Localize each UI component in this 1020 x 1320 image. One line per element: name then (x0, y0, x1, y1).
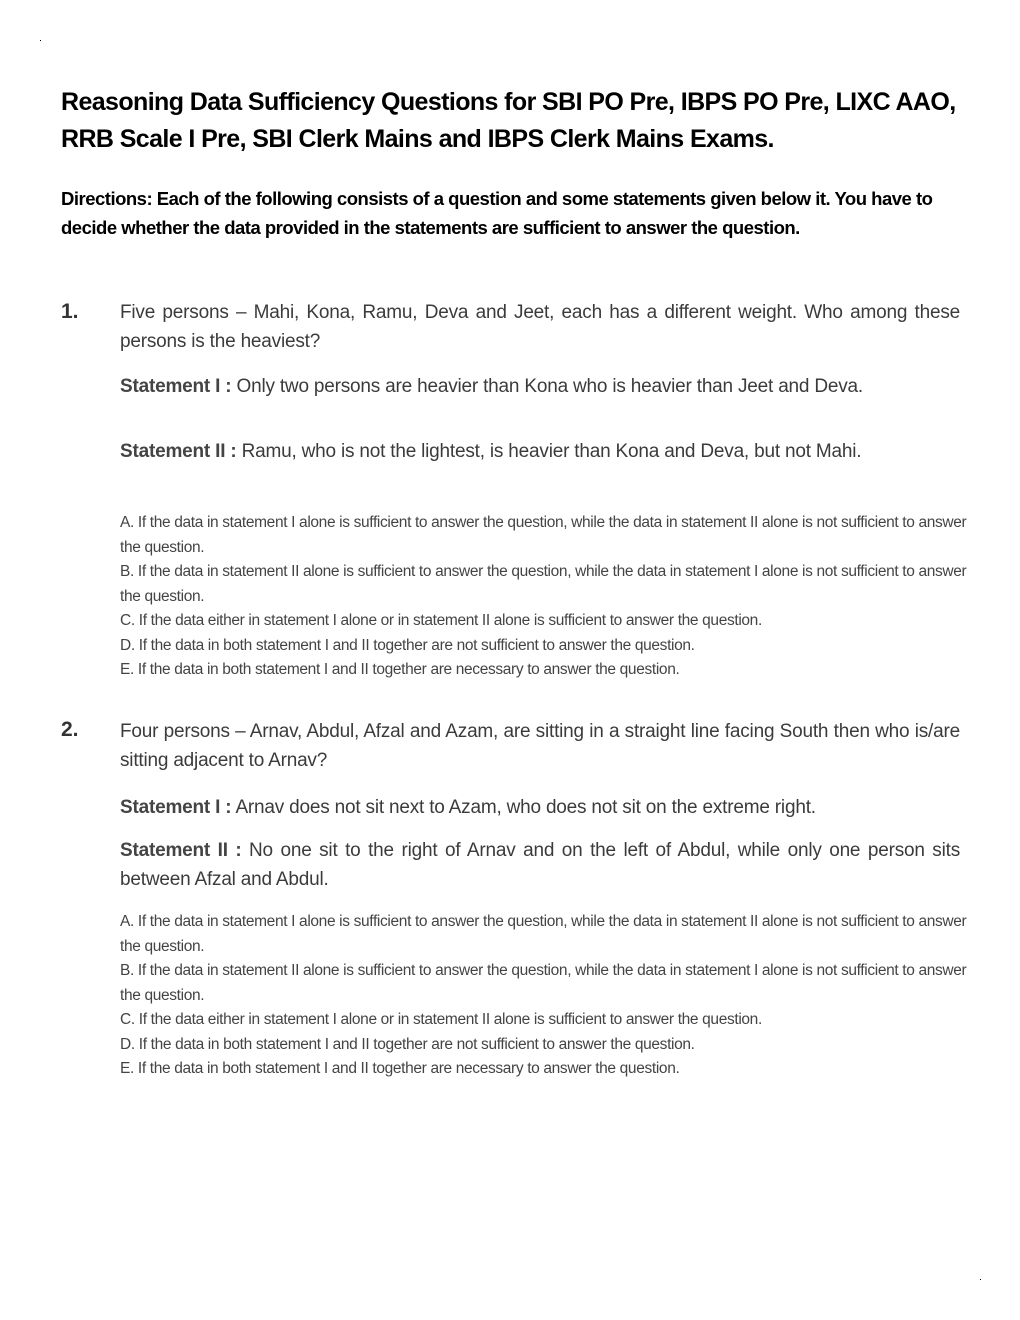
statement-text: Ramu, who is not the lightest, is heavier than Kona and Deva, but not Mahi. (236, 441, 862, 462)
option-b: B. If the data in statement II alone is sufficient to answer the question, while the data in statement I alone is not sufficient to answer the question. (120, 563, 967, 605)
page-mark (980, 1279, 981, 1280)
statement-2 (120, 836, 960, 894)
directions: Directions: Each of the following consists of a question and some statements given below it. You have to decide whether the data provided in the statements are sufficient to answer the question. (61, 188, 933, 238)
question-text: Four persons – Arnav, Abdul, Afzal and Azam, are sitting in a straight line facing South then who is/are sitting adjacent to Arnav? (120, 721, 960, 771)
statement-label: Statement I : (120, 797, 232, 818)
option-c: C. If the data either in statement I alone or in statement II alone is sufficient to answer the question. (120, 1011, 762, 1028)
statement-2 (120, 436, 960, 468)
option-e: E. If the data in both statement I and II together are necessary to answer the question. (120, 661, 680, 678)
option-e: E. If the data in both statement I and II together are necessary to answer the question. (120, 1060, 680, 1077)
option-d: D. If the data in both statement I and II together are not sufficient to answer the question. (120, 1035, 695, 1053)
statement-text: No one sit to the right of Arnav and on the left of Abdul, while only one person sits between Afzal and Abdul. (120, 840, 961, 890)
option-c: C. If the data either in statement I alone or in statement II alone is sufficient to answer the question. (120, 612, 762, 629)
options-list (120, 511, 980, 683)
statement-text: Only two persons are heavier than Kona who is heavier than Jeet and Deva. (231, 376, 864, 397)
statement-label: Statement II : (120, 840, 242, 861)
page-mark (40, 40, 41, 41)
option-a: A. If the data in statement I alone is sufficient to answer the question, while the data in statement II alone is not sufficient to answer the question. (120, 514, 967, 556)
option-d: D. If the data in both statement I and II together are not sufficient to answer the question. (120, 636, 695, 654)
options-list (120, 910, 980, 1082)
option-a: A. If the data in statement I alone is sufficient to answer the question, while the data in statement II alone is not sufficient to answer the question. (120, 913, 967, 955)
statement-label: Statement I : (120, 376, 232, 397)
statement-text: Arnav does not sit next to Azam, who does not sit on the extreme right. (231, 797, 816, 818)
statement-1 (120, 792, 960, 824)
page-title: Reasoning Data Sufficiency Questions for SBI PO Pre, IBPS PO Pre, LIXC AAO, RRB Scale I Pre, SBI Clerk Mains and IBPS Clerk Mains Exams. (61, 88, 956, 153)
question-text: Five persons – Mahi, Kona, Ramu, Deva and Jeet, each has a different weight. Who among these persons is the heaviest? (120, 302, 960, 352)
question-number: 1. (61, 300, 79, 323)
statement-label: Statement II : (120, 441, 237, 462)
question-number: 2. (61, 718, 79, 741)
statement-1 (120, 371, 960, 403)
option-b: B. If the data in statement II alone is sufficient to answer the question, while the data in statement I alone is not sufficient to answer the question. (120, 962, 967, 1004)
